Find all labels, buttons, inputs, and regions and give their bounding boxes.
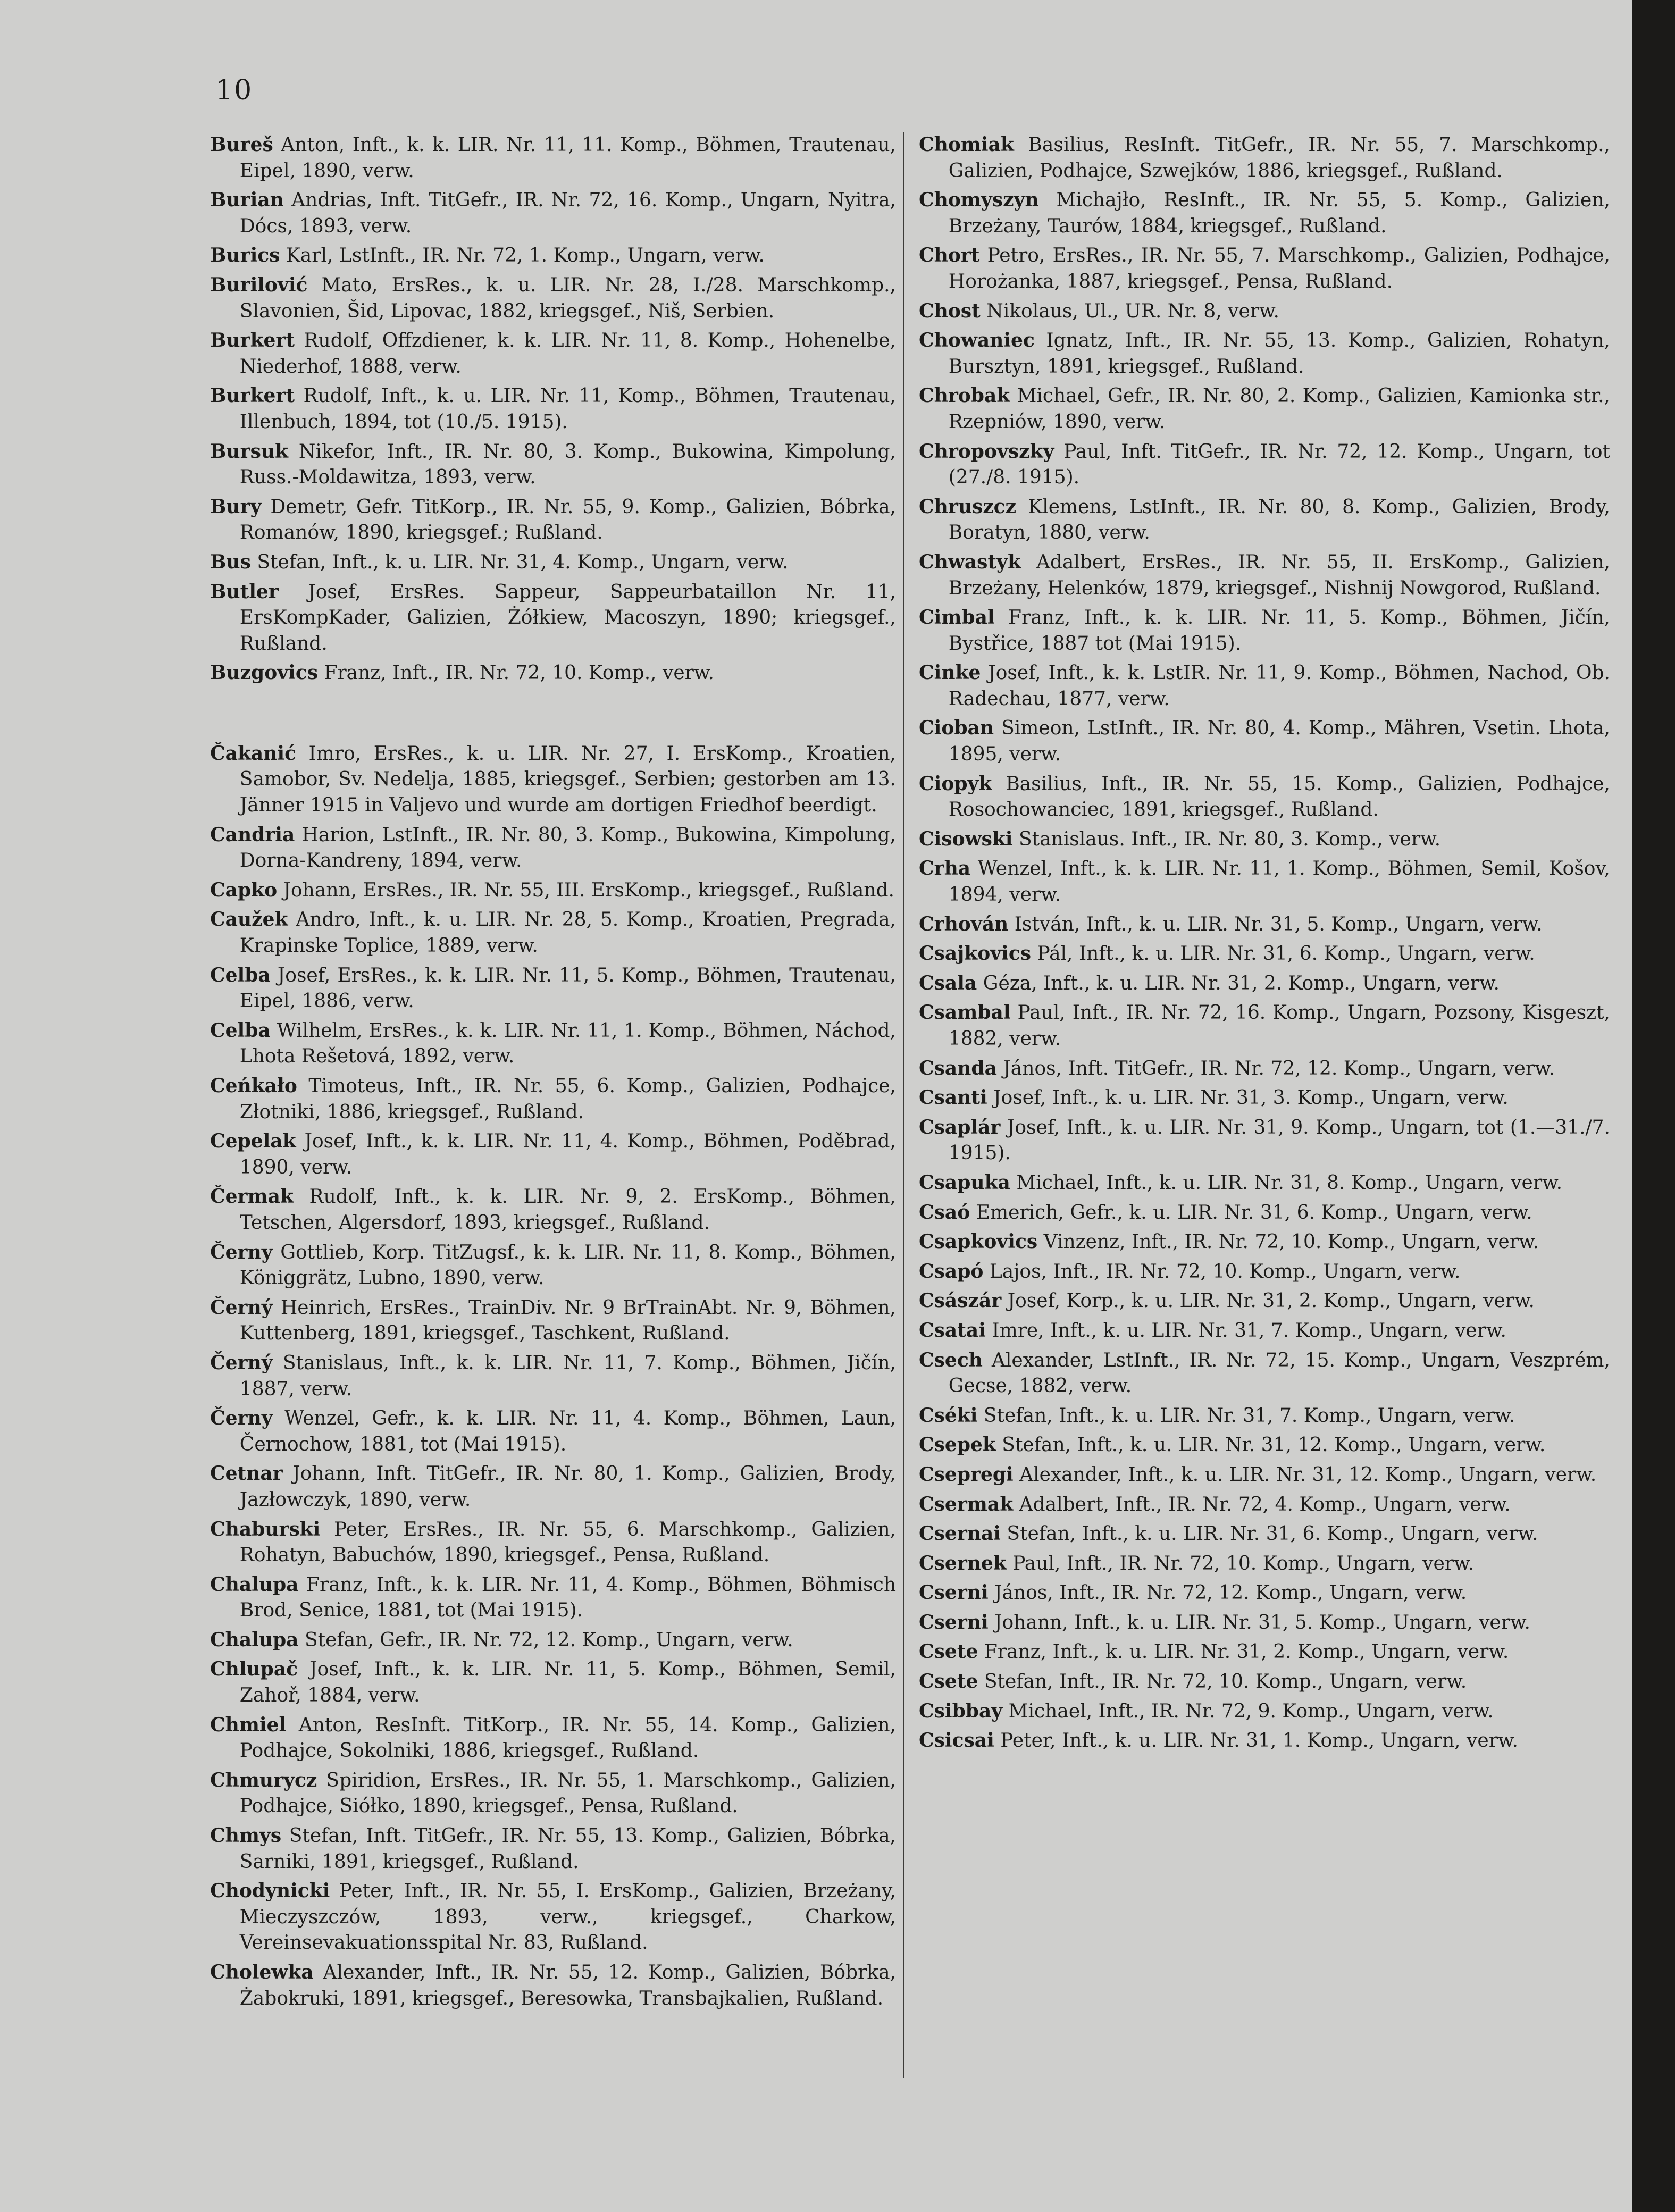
register-entry <box>919 439 1610 491</box>
register-entry <box>210 132 896 184</box>
entry-details: Paul, Inft. TitGefr., IR. Nr. 72, 12. Komp., Ungarn, tot (27./8. 1915). <box>948 440 1611 489</box>
entry-surname: Cimbal <box>919 606 995 629</box>
register-entry <box>210 1239 896 1292</box>
entry-surname: Csepregi <box>919 1463 1014 1486</box>
entry-details: Nikefor, Inft., IR. Nr. 80, 3. Komp., Bukowina, Kimpolung, Russ.-Moldawitza, 1893, verw. <box>239 440 896 489</box>
entry-surname: Čermak <box>210 1185 294 1208</box>
entry-details: Harion, LstInft., IR. Nr. 80, 3. Komp., Bukowina, Kimpolung, Dorna-Kandreny, 1894, verw. <box>239 824 896 872</box>
entry-details: Alexander, LstInft., IR. Nr. 72, 15. Komp., Ungarn, Veszprém, Gecse, 1882, verw. <box>948 1349 1610 1397</box>
entry-details: Heinrich, ErsRes., TrainDiv. Nr. 9 BrTrainAbt. Nr. 9, Böhmen, Kuttenberg, 1891, kriegsgef., Taschkent, Rußland. <box>239 1296 896 1345</box>
entry-surname: Candria <box>210 823 295 846</box>
register-entry <box>919 826 1610 853</box>
entry-surname: Chodynicki <box>210 1880 330 1903</box>
entry-details: Peter, Inft., IR. Nr. 55, I. ErsKomp., Galizien, Brzeżany, Mieczyszczów, 1893, verw., kriegsgef., Charkow, Vereinsevakuationsspital Nr. 83, Rußland. <box>239 1880 896 1954</box>
entry-details: Andrias, Inft. TitGefr., IR. Nr. 72, 16. Komp., Ungarn, Nyitra, Dócs, 1893, verw. <box>239 189 896 237</box>
entry-surname: Csanti <box>919 1086 987 1109</box>
register-entry <box>210 1405 896 1457</box>
entry-details: Josef, Inft., k. u. LIR. Nr. 31, 9. Komp., Ungarn, tot (1.—31./7. 1915). <box>948 1116 1610 1164</box>
register-entry <box>919 1229 1610 1255</box>
entry-details: Stefan, Inft., k. u. LIR. Nr. 31, 7. Komp., Ungarn, verw. <box>983 1404 1515 1427</box>
entry-surname: Cserni <box>919 1611 989 1633</box>
entry-surname: Chowaniec <box>919 329 1035 352</box>
register-entry <box>919 383 1610 435</box>
register-entry <box>919 856 1610 908</box>
entry-details: Peter, Inft., k. u. LIR. Nr. 31, 1. Komp., Ungarn, verw. <box>1000 1730 1518 1752</box>
register-entry <box>210 1823 896 1875</box>
entry-surname: Bury <box>210 495 262 518</box>
entry-details: Emerich, Gefr., k. u. LIR. Nr. 31, 6. Komp., Ungarn, verw. <box>976 1201 1532 1224</box>
entry-surname: Csete <box>919 1670 978 1693</box>
column-divider <box>903 132 904 2078</box>
entry-details: Josef, Inft., k. k. LIR. Nr. 11, 4. Komp., Böhmen, Poděbrad, 1890, verw. <box>239 1130 896 1178</box>
entry-details: Franz, Inft., k. k. LIR. Nr. 11, 4. Komp., Böhmen, Böhmisch Brod, Senice, 1881, tot (Mai 1915). <box>239 1573 897 1622</box>
register-entry <box>210 1516 896 1569</box>
entry-details: Rudolf, Inft., k. u. LIR. Nr. 11, Komp., Böhmen, Trautenau, Illenbuch, 1894, tot (10./5. 1915). <box>239 385 896 433</box>
register-entry <box>210 383 896 435</box>
register-entry <box>210 1878 896 1956</box>
entry-details: Franz, Inft., k. k. LIR. Nr. 11, 5. Komp., Böhmen, Jičín, Bystřice, 1887 tot (Mai 1915). <box>948 607 1610 655</box>
register-entry <box>210 1295 896 1347</box>
entry-surname: Chlupač <box>210 1658 298 1681</box>
register-entry <box>919 715 1610 767</box>
entry-details: István, Inft., k. u. LIR. Nr. 31, 5. Komp., Ungarn, verw. <box>1014 913 1543 935</box>
entry-details: Michael, Gefr., IR. Nr. 80, 2. Komp., Galizien, Kamionka str., Rzepniów, 1890, verw. <box>948 385 1610 433</box>
entry-surname: Cserni <box>919 1581 989 1604</box>
entry-surname: Chort <box>919 244 980 267</box>
entry-surname: Bursuk <box>210 440 288 463</box>
register-entry <box>919 242 1610 295</box>
register-entry <box>210 877 896 904</box>
entry-details: Imre, Inft., k. u. LIR. Nr. 31, 7. Komp., Ungarn, verw. <box>992 1319 1506 1342</box>
entry-details: Stefan, Inft., IR. Nr. 72, 10. Komp., Ungarn, verw. <box>984 1671 1467 1693</box>
register-entry <box>210 1767 896 1820</box>
register-entry <box>919 1170 1610 1196</box>
register-entry <box>919 1521 1610 1547</box>
entry-surname: Chrobak <box>919 384 1010 407</box>
entry-details: Josef, Korp., k. u. LIR. Nr. 31, 2. Komp., Ungarn, verw. <box>1007 1290 1535 1312</box>
register-entry <box>919 1055 1610 1082</box>
register-entry <box>919 970 1610 997</box>
entry-surname: Chost <box>919 299 981 322</box>
entry-surname: Čakanić <box>210 742 297 765</box>
entry-surname: Csepek <box>919 1434 996 1456</box>
entry-surname: Chruszcz <box>919 495 1017 518</box>
entry-details: Johann, Inft., k. u. LIR. Nr. 31, 5. Komp., Ungarn, verw. <box>994 1611 1530 1633</box>
register-entry <box>210 1959 896 2012</box>
entry-surname: Černý <box>210 1351 273 1374</box>
register-entry <box>210 187 896 239</box>
entry-details: Rudolf, Inft., k. k. LIR. Nr. 9, 2. ErsKomp., Böhmen, Tetschen, Algersdorf, 1893, kriegsgef., Rußland. <box>239 1186 896 1234</box>
entry-details: János, Inft. TitGefr., IR. Nr. 72, 12. Komp., Ungarn, verw. <box>1003 1057 1555 1079</box>
entry-surname: Bureš <box>210 133 273 156</box>
entry-details: Stefan, Inft., k. u. LIR. Nr. 31, 4. Komp., Ungarn, verw. <box>257 551 789 573</box>
register-entry <box>210 1572 896 1624</box>
entry-details: Josef, Inft., k. u. LIR. Nr. 31, 3. Komp., Ungarn, verw. <box>993 1087 1509 1109</box>
left-column <box>210 132 896 2015</box>
entry-details: Josef, Inft., k. k. LstIR. Nr. 11, 9. Komp., Böhmen, Nachod, Ob. Radechau, 1877, verw. <box>948 662 1610 710</box>
entry-details: Johann, ErsRes., IR. Nr. 55, III. ErsKomp., kriegsgef., Rußland. <box>283 879 894 901</box>
register-entry <box>919 1432 1610 1459</box>
register-entry <box>210 1128 896 1180</box>
register-entry <box>919 1288 1610 1314</box>
entry-details: Adalbert, Inft., IR. Nr. 72, 4. Komp., Ungarn, verw. <box>1019 1493 1511 1515</box>
entry-surname: Burkert <box>210 384 295 407</box>
register-entry <box>919 941 1610 967</box>
register-entry <box>919 771 1610 823</box>
entry-details: Stefan, Inft., k. u. LIR. Nr. 31, 6. Komp., Ungarn, verw. <box>1007 1523 1538 1545</box>
entry-surname: Császár <box>919 1289 1002 1312</box>
entry-surname: Ceńkało <box>210 1075 297 1097</box>
register-entry <box>919 911 1610 938</box>
entry-surname: Celba <box>210 1019 271 1042</box>
register-entry <box>210 1461 896 1513</box>
register-entry <box>210 660 896 686</box>
section-gap <box>210 690 896 741</box>
entry-surname: Chomyszyn <box>919 189 1039 212</box>
entry-surname: Csapó <box>919 1260 984 1283</box>
entry-details: Josef, ErsRes., k. k. LIR. Nr. 11, 5. Komp., Böhmen, Trautenau, Eipel, 1886, verw. <box>239 964 896 1012</box>
register-entry <box>919 494 1610 546</box>
entry-surname: Burkert <box>210 329 295 352</box>
register-entry <box>210 494 896 546</box>
entry-surname: Csanda <box>919 1057 997 1079</box>
entry-details: Paul, Inft., IR. Nr. 72, 16. Komp., Ungarn, Pozsony, Kisgeszt, 1882, verw. <box>948 1002 1610 1050</box>
register-entry <box>210 1073 896 1125</box>
entry-details: Imro, ErsRes., k. u. LIR. Nr. 27, I. ErsKomp., Kroatien, Samobor, Sv. Nedelja, 1885, kriegsgef., Serbien; gestorben am 13. Jänner 1915 in Valjevo und wurde am dortigen Friedhof beerdigt. <box>239 742 896 817</box>
register-entry <box>919 605 1610 657</box>
entry-details: Lajos, Inft., IR. Nr. 72, 10. Komp., Ungarn, verw. <box>989 1260 1461 1283</box>
register-entry <box>919 1669 1610 1695</box>
register-entry <box>210 328 896 380</box>
entry-details: Simeon, LstInft., IR. Nr. 80, 4. Komp., Mähren, Vsetin. Lhota, 1895, verw. <box>948 717 1610 766</box>
entry-surname: Ciopyk <box>919 772 992 795</box>
register-entry <box>210 1656 896 1708</box>
entry-surname: Chwastyk <box>919 550 1021 573</box>
register-entry <box>919 1639 1610 1665</box>
register-entry <box>210 741 896 819</box>
register-entry <box>919 660 1610 712</box>
entry-details: Karl, LstInft., IR. Nr. 72, 1. Komp., Ungarn, verw. <box>286 245 765 267</box>
register-entry <box>919 1200 1610 1226</box>
register-entry <box>919 1580 1610 1606</box>
entry-surname: Csambal <box>919 1001 1011 1024</box>
entry-details: Mato, ErsRes., k. u. LIR. Nr. 28, I./28. Marschkomp., Slavonien, Šid, Lipovac, 1882, kriegsgef., Niš, Serbien. <box>239 274 896 322</box>
entry-details: Stanislaus, Inft., k. k. LIR. Nr. 11, 7. Komp., Böhmen, Jičín, 1887, verw. <box>239 1352 897 1400</box>
entry-surname: Csernek <box>919 1552 1007 1574</box>
register-entry <box>210 549 896 576</box>
register-entry <box>210 1184 896 1236</box>
register-entry <box>210 907 896 959</box>
register-entry <box>919 1085 1610 1111</box>
page-number: 10 <box>215 74 253 106</box>
entry-surname: Cetnar <box>210 1462 283 1485</box>
register-entry <box>210 1018 896 1070</box>
entry-details: Josef, ErsRes. Sappeur, Sappeurbataillon Nr. 11, ErsKompKader, Galizien, Żółkiew, Macoszyn, 1890; kriegsgef., Rußland. <box>239 581 896 655</box>
register-entry <box>210 822 896 874</box>
entry-details: Klemens, LstInft., IR. Nr. 80, 8. Komp., Galizien, Brody, Boratyn, 1880, verw. <box>948 496 1610 544</box>
register-entry <box>919 1403 1610 1429</box>
register-entry <box>919 1728 1610 1754</box>
entry-details: Alexander, Inft., k. u. LIR. Nr. 31, 12. Komp., Ungarn, verw. <box>1019 1463 1597 1486</box>
entry-surname: Černy <box>210 1241 273 1263</box>
entry-details: Géza, Inft., k. u. LIR. Nr. 31, 2. Komp., Ungarn, verw. <box>983 972 1500 994</box>
entry-surname: Chalupa <box>210 1573 299 1596</box>
entry-details: Michajło, ResInft., IR. Nr. 55, 5. Komp., Galizien, Brzeżany, Taurów, 1884, kriegsgef., Rußland. <box>948 189 1610 237</box>
register-entry <box>919 132 1610 184</box>
entry-details: Timoteus, Inft., IR. Nr. 55, 6. Komp., Galizien, Podhajce, Złotniki, 1886, kriegsgef., Rußland. <box>239 1075 896 1123</box>
entry-details: János, Inft., IR. Nr. 72, 12. Komp., Ungarn, verw. <box>994 1582 1467 1604</box>
register-entry <box>210 242 896 269</box>
register-entry <box>919 1698 1610 1725</box>
entry-details: Gottlieb, Korp. TitZugsf., k. k. LIR. Nr. 11, 8. Komp., Böhmen, Königgrätz, Lubno, 1890, verw. <box>239 1241 896 1289</box>
entry-details: Spiridion, ErsRes., IR. Nr. 55, 1. Marschkomp., Galizien, Podhajce, Siółko, 1890, kriegsgef., Pensa, Rußland. <box>239 1769 896 1817</box>
entry-surname: Buzgovics <box>210 661 319 684</box>
entry-surname: Cisowski <box>919 827 1013 850</box>
entry-surname: Cholewka <box>210 1961 314 1983</box>
entry-surname: Cinke <box>919 661 981 684</box>
entry-surname: Csajkovics <box>919 942 1032 965</box>
entry-surname: Chaburski <box>210 1518 321 1540</box>
entry-details: Vinzenz, Inft., IR. Nr. 72, 10. Komp., Ungarn, verw. <box>1043 1231 1539 1253</box>
entry-details: Nikolaus, Ul., UR. Nr. 8, verw. <box>986 300 1279 322</box>
entry-details: Wenzel, Inft., k. k. LIR. Nr. 11, 1. Komp., Böhmen, Semil, Košov, 1894, verw. <box>948 858 1610 906</box>
entry-surname: Cséki <box>919 1404 978 1427</box>
entry-details: Michael, Inft., k. u. LIR. Nr. 31, 8. Komp., Ungarn, verw. <box>1016 1171 1563 1194</box>
entry-surname: Černý <box>210 1296 273 1319</box>
entry-surname: Capko <box>210 878 278 901</box>
register-entry <box>919 549 1610 601</box>
entry-details: Demetr, Gefr. TitKorp., IR. Nr. 55, 9. Komp., Galizien, Bóbrka, Romanów, 1890, kriegsgef.; Rußland. <box>239 496 896 544</box>
entry-surname: Chmurycz <box>210 1769 317 1791</box>
entry-surname: Csapuka <box>919 1171 1010 1194</box>
entry-details: Johann, Inft. TitGefr., IR. Nr. 80, 1. Komp., Galizien, Brody, Jazłowczyk, 1890, verw. <box>239 1463 897 1511</box>
entry-details: Andro, Inft., k. u. LIR. Nr. 28, 5. Komp., Kroatien, Pregrada, Krapinske Toplice, 1889, verw. <box>239 909 896 957</box>
register-entry <box>210 272 896 324</box>
entry-surname: Burics <box>210 244 280 267</box>
register-entry <box>919 1318 1610 1344</box>
entry-surname: Csech <box>919 1348 983 1371</box>
entry-surname: Chmys <box>210 1824 282 1847</box>
entry-surname: Cepelak <box>210 1130 296 1153</box>
entry-surname: Bus <box>210 550 251 573</box>
entry-details: Pál, Inft., k. u. LIR. Nr. 31, 6. Komp., Ungarn, verw. <box>1037 943 1535 965</box>
entry-details: Stefan, Gefr., IR. Nr. 72, 12. Komp., Ungarn, verw. <box>304 1629 793 1651</box>
entry-surname: Csapkovics <box>919 1230 1038 1253</box>
entry-surname: Caužek <box>210 908 288 931</box>
entry-surname: Celba <box>210 963 271 986</box>
entry-surname: Csaó <box>919 1201 970 1224</box>
right-column <box>919 132 1610 1757</box>
entry-surname: Csicsai <box>919 1729 994 1752</box>
register-entry <box>919 187 1610 239</box>
entry-details: Petro, ErsRes., IR. Nr. 55, 7. Marschkomp., Galizien, Podhajce, Horożanka, 1887, kriegsgef., Pensa, Rußland. <box>948 245 1610 292</box>
entry-details: Peter, ErsRes., IR. Nr. 55, 6. Marschkomp., Galizien, Rohatyn, Babuchów, 1890, kriegsgef., Pensa, Rußland. <box>239 1518 896 1566</box>
entry-surname: Chalupa <box>210 1628 299 1651</box>
entry-details: Paul, Inft., IR. Nr. 72, 10. Komp., Ungarn, verw. <box>1012 1552 1474 1574</box>
entry-details: Basilius, Inft., IR. Nr. 55, 15. Komp., Galizien, Podhajce, Rosochowanciec, 1891, kriegsgef., Rußland. <box>948 773 1610 821</box>
register-entry <box>210 1712 896 1764</box>
entry-surname: Csibbay <box>919 1699 1003 1722</box>
entry-details: Michael, Inft., IR. Nr. 72, 9. Komp., Ungarn, verw. <box>1008 1700 1494 1722</box>
register-entry <box>210 962 896 1015</box>
entry-surname: Csermak <box>919 1493 1014 1515</box>
register-entry <box>919 1115 1610 1167</box>
entry-surname: Cioban <box>919 717 994 740</box>
register-entry <box>210 1350 896 1402</box>
register-entry <box>919 1462 1610 1488</box>
entry-surname: Csete <box>919 1640 978 1663</box>
entry-details: Wenzel, Gefr., k. k. LIR. Nr. 11, 4. Komp., Böhmen, Laun, Černochow, 1881, tot (Mai 1915). <box>239 1407 896 1455</box>
entry-details: Stefan, Inft., k. u. LIR. Nr. 31, 12. Komp., Ungarn, verw. <box>1002 1434 1546 1456</box>
register-entry <box>919 1492 1610 1518</box>
register-entry <box>919 1610 1610 1636</box>
entry-surname: Csaplár <box>919 1116 1001 1138</box>
entry-surname: Csernai <box>919 1522 1001 1545</box>
entry-details: Adalbert, ErsRes., IR. Nr. 55, II. ErsKomp., Galizien, Brzeżany, Helenków, 1879, kriegsgef., Nishnij Nowgorod, Rußland. <box>948 551 1610 599</box>
register-entry <box>919 1000 1610 1052</box>
entry-surname: Chmiel <box>210 1713 287 1736</box>
entry-surname: Butler <box>210 580 279 603</box>
entry-details: Franz, Inft., IR. Nr. 72, 10. Komp., verw. <box>324 662 714 684</box>
register-entry <box>210 1627 896 1654</box>
entry-details: Wilhelm, ErsRes., k. k. LIR. Nr. 11, 1. Komp., Böhmen, Náchod, Lhota Rešetová, 1892, verw. <box>239 1019 896 1068</box>
register-entry <box>919 328 1610 380</box>
entry-surname: Chomiak <box>919 133 1014 156</box>
entry-details: Alexander, Inft., IR. Nr. 55, 12. Komp., Galizien, Bóbrka, Żabokruki, 1891, kriegsgef., Beresowka, Transbajkalien, Rußland. <box>239 1962 896 2009</box>
entry-details: Franz, Inft., k. u. LIR. Nr. 31, 2. Komp., Ungarn, verw. <box>984 1641 1509 1663</box>
entry-surname: Csala <box>919 971 977 994</box>
entry-surname: Crhován <box>919 912 1009 935</box>
entry-surname: Burian <box>210 189 284 212</box>
entry-details: Rudolf, Offzdiener, k. k. LIR. Nr. 11, 8. Komp., Hohenelbe, Niederhof, 1888, verw. <box>239 330 896 378</box>
entry-surname: Chropovszky <box>919 440 1054 463</box>
entry-details: Anton, Inft., k. k. LIR. Nr. 11, 11. Komp., Böhmen, Trautenau, Eipel, 1890, verw. <box>239 134 896 182</box>
entry-details: Ignatz, Inft., IR. Nr. 55, 13. Komp., Galizien, Rohatyn, Bursztyn, 1891, kriegsgef., Rußland. <box>948 330 1610 378</box>
register-entry <box>919 298 1610 325</box>
entry-details: Basilius, ResInft. TitGefr., IR. Nr. 55, 7. Marschkomp., Galizien, Podhajce, Szwejków, 1886, kriegsgef., Rußland. <box>948 134 1610 182</box>
entry-surname: Crha <box>919 857 971 880</box>
entry-details: Stefan, Inft. TitGefr., IR. Nr. 55, 13. Komp., Galizien, Bóbrka, Sarniki, 1891, kriegsgef., Rußland. <box>239 1825 897 1873</box>
entry-surname: Csatai <box>919 1319 986 1342</box>
register-entry <box>210 439 896 491</box>
register-entry <box>919 1259 1610 1285</box>
entry-details: Josef, Inft., k. k. LIR. Nr. 11, 5. Komp., Böhmen, Semil, Zahoř, 1884, verw. <box>239 1658 896 1707</box>
entry-surname: Burilović <box>210 273 308 296</box>
entry-details: Stanislaus. Inft., IR. Nr. 80, 3. Komp., verw. <box>1018 828 1441 850</box>
entry-surname: Černy <box>210 1407 273 1430</box>
register-entry <box>919 1551 1610 1577</box>
register-entry <box>919 1347 1610 1400</box>
entry-details: Anton, ResInft. TitKorp., IR. Nr. 55, 14. Komp., Galizien, Podhajce, Sokolniki, 1886, kriegsgef., Rußland. <box>239 1714 897 1762</box>
register-entry <box>210 579 896 657</box>
